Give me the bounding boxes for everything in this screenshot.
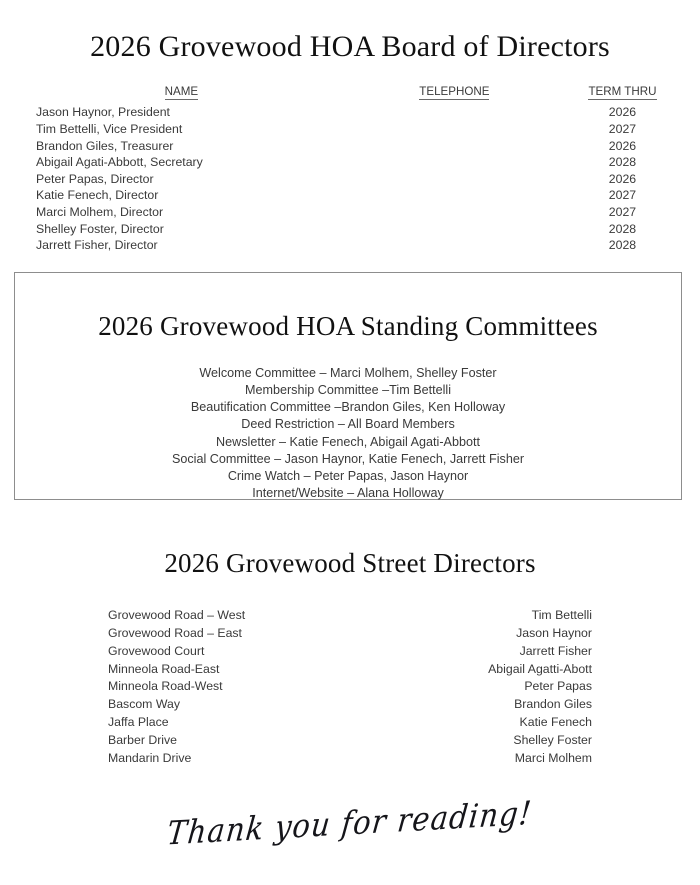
street-name: Mandarin Drive [108,750,192,765]
standing-committees-section [14,272,682,500]
list-item: Deed Restriction – All Board Members [241,417,455,432]
board-member-telephone [364,121,545,138]
table-row [108,660,592,678]
board-member-name: Jason Haynor, President [36,105,170,120]
board-member-term-thru: 2027 [608,122,637,137]
list-item: Social Committee – Jason Haynor, Katie Fenech, Jarrett Fisher [171,451,525,466]
table-row [0,121,700,138]
street-directors-section [0,526,700,766]
column-header-telephone: TELEPHONE [419,85,490,99]
list-item: Newsletter – Katie Fenech, Abigail Agati-Abbott [216,434,480,449]
committees-title: 2026 Grovewood HOA Standing Committees [98,311,598,342]
column-header-term-thru: TERM THRU [588,85,657,99]
street-name: Bascom Way [108,697,180,712]
table-row [0,154,700,171]
table-header-row [0,84,700,104]
street-name: Grovewood Court [108,643,205,658]
board-member-term-thru: 2028 [608,238,637,253]
board-member-telephone [364,220,545,237]
table-row [0,187,700,204]
table-row [0,104,700,121]
street-director-name: Peter Papas [524,679,592,694]
table-row [0,171,700,188]
board-member-telephone [364,104,545,121]
board-member-telephone [364,187,545,204]
street-director-name: Jason Haynor [516,626,592,641]
list-item: Beautification Committee –Brandon Giles, Ken Holloway [190,400,506,415]
board-member-term-thru: 2026 [608,171,637,186]
street-name: Minneola Road-West [108,679,223,694]
table-row [108,731,592,749]
board-page-title: 2026 Grovewood HOA Board of Directors [90,30,610,64]
board-member-name: Katie Fenech, Director [36,188,159,203]
board-member-telephone [364,237,545,254]
board-of-directors-table [0,84,700,253]
column-header-name: NAME [164,85,199,99]
street-director-name: Jarrett Fisher [519,643,592,658]
street-name: Jaffa Place [108,714,169,729]
board-member-name: Peter Papas, Director [36,171,154,186]
board-member-name: Marci Molhem, Director [36,205,164,220]
table-row [108,713,592,731]
street-directors-title: 2026 Grovewood Street Directors [164,548,536,579]
table-row [108,749,592,767]
committees-list [15,365,681,503]
street-directors-table [108,606,592,766]
table-row [108,606,592,624]
street-director-name: Abigail Agatti-Abott [488,661,592,676]
table-row [0,237,700,254]
board-member-telephone [364,204,545,221]
board-member-name: Shelley Foster, Director [36,221,164,236]
table-row [108,695,592,713]
board-member-name: Abigail Agati-Abbott, Secretary [36,155,203,170]
board-member-term-thru: 2028 [608,155,637,170]
list-item: Welcome Committee – Marci Molhem, Shelley Foster [199,365,497,380]
thank-you-footer [0,793,700,853]
board-member-telephone [364,171,545,188]
board-member-name: Jarrett Fisher, Director [36,238,158,253]
board-member-name: Brandon Giles, Treasurer [36,138,174,153]
street-name: Grovewood Road – East [108,626,242,641]
board-member-term-thru: 2028 [608,221,637,236]
board-member-telephone [364,154,545,171]
list-item: Internet/Website – Alana Holloway [252,486,444,501]
street-name: Grovewood Road – West [108,608,246,623]
street-director-name: Shelley Foster [513,732,592,747]
street-name: Barber Drive [108,732,178,747]
street-director-name: Marci Molhem [514,750,592,765]
board-of-directors-section [0,0,700,254]
street-director-name: Tim Bettelli [531,608,592,623]
board-member-term-thru: 2026 [608,105,637,120]
street-director-name: Katie Fenech [519,714,592,729]
table-row [108,678,592,696]
board-member-term-thru: 2026 [608,138,637,153]
table-row [0,204,700,221]
board-member-telephone [364,137,545,154]
board-member-name: Tim Bettelli, Vice President [36,122,183,137]
street-name: Minneola Road-East [108,661,220,676]
list-item: Crime Watch – Peter Papas, Jason Haynor [227,469,469,484]
table-row [0,220,700,237]
table-row [0,137,700,154]
thank-you-message: Thank you for reading! [165,793,535,853]
street-director-name: Brandon Giles [514,697,592,712]
board-member-term-thru: 2027 [608,205,637,220]
board-member-term-thru: 2027 [608,188,637,203]
table-row [108,624,592,642]
table-row [108,642,592,660]
list-item: Membership Committee –Tim Bettelli [245,383,451,398]
